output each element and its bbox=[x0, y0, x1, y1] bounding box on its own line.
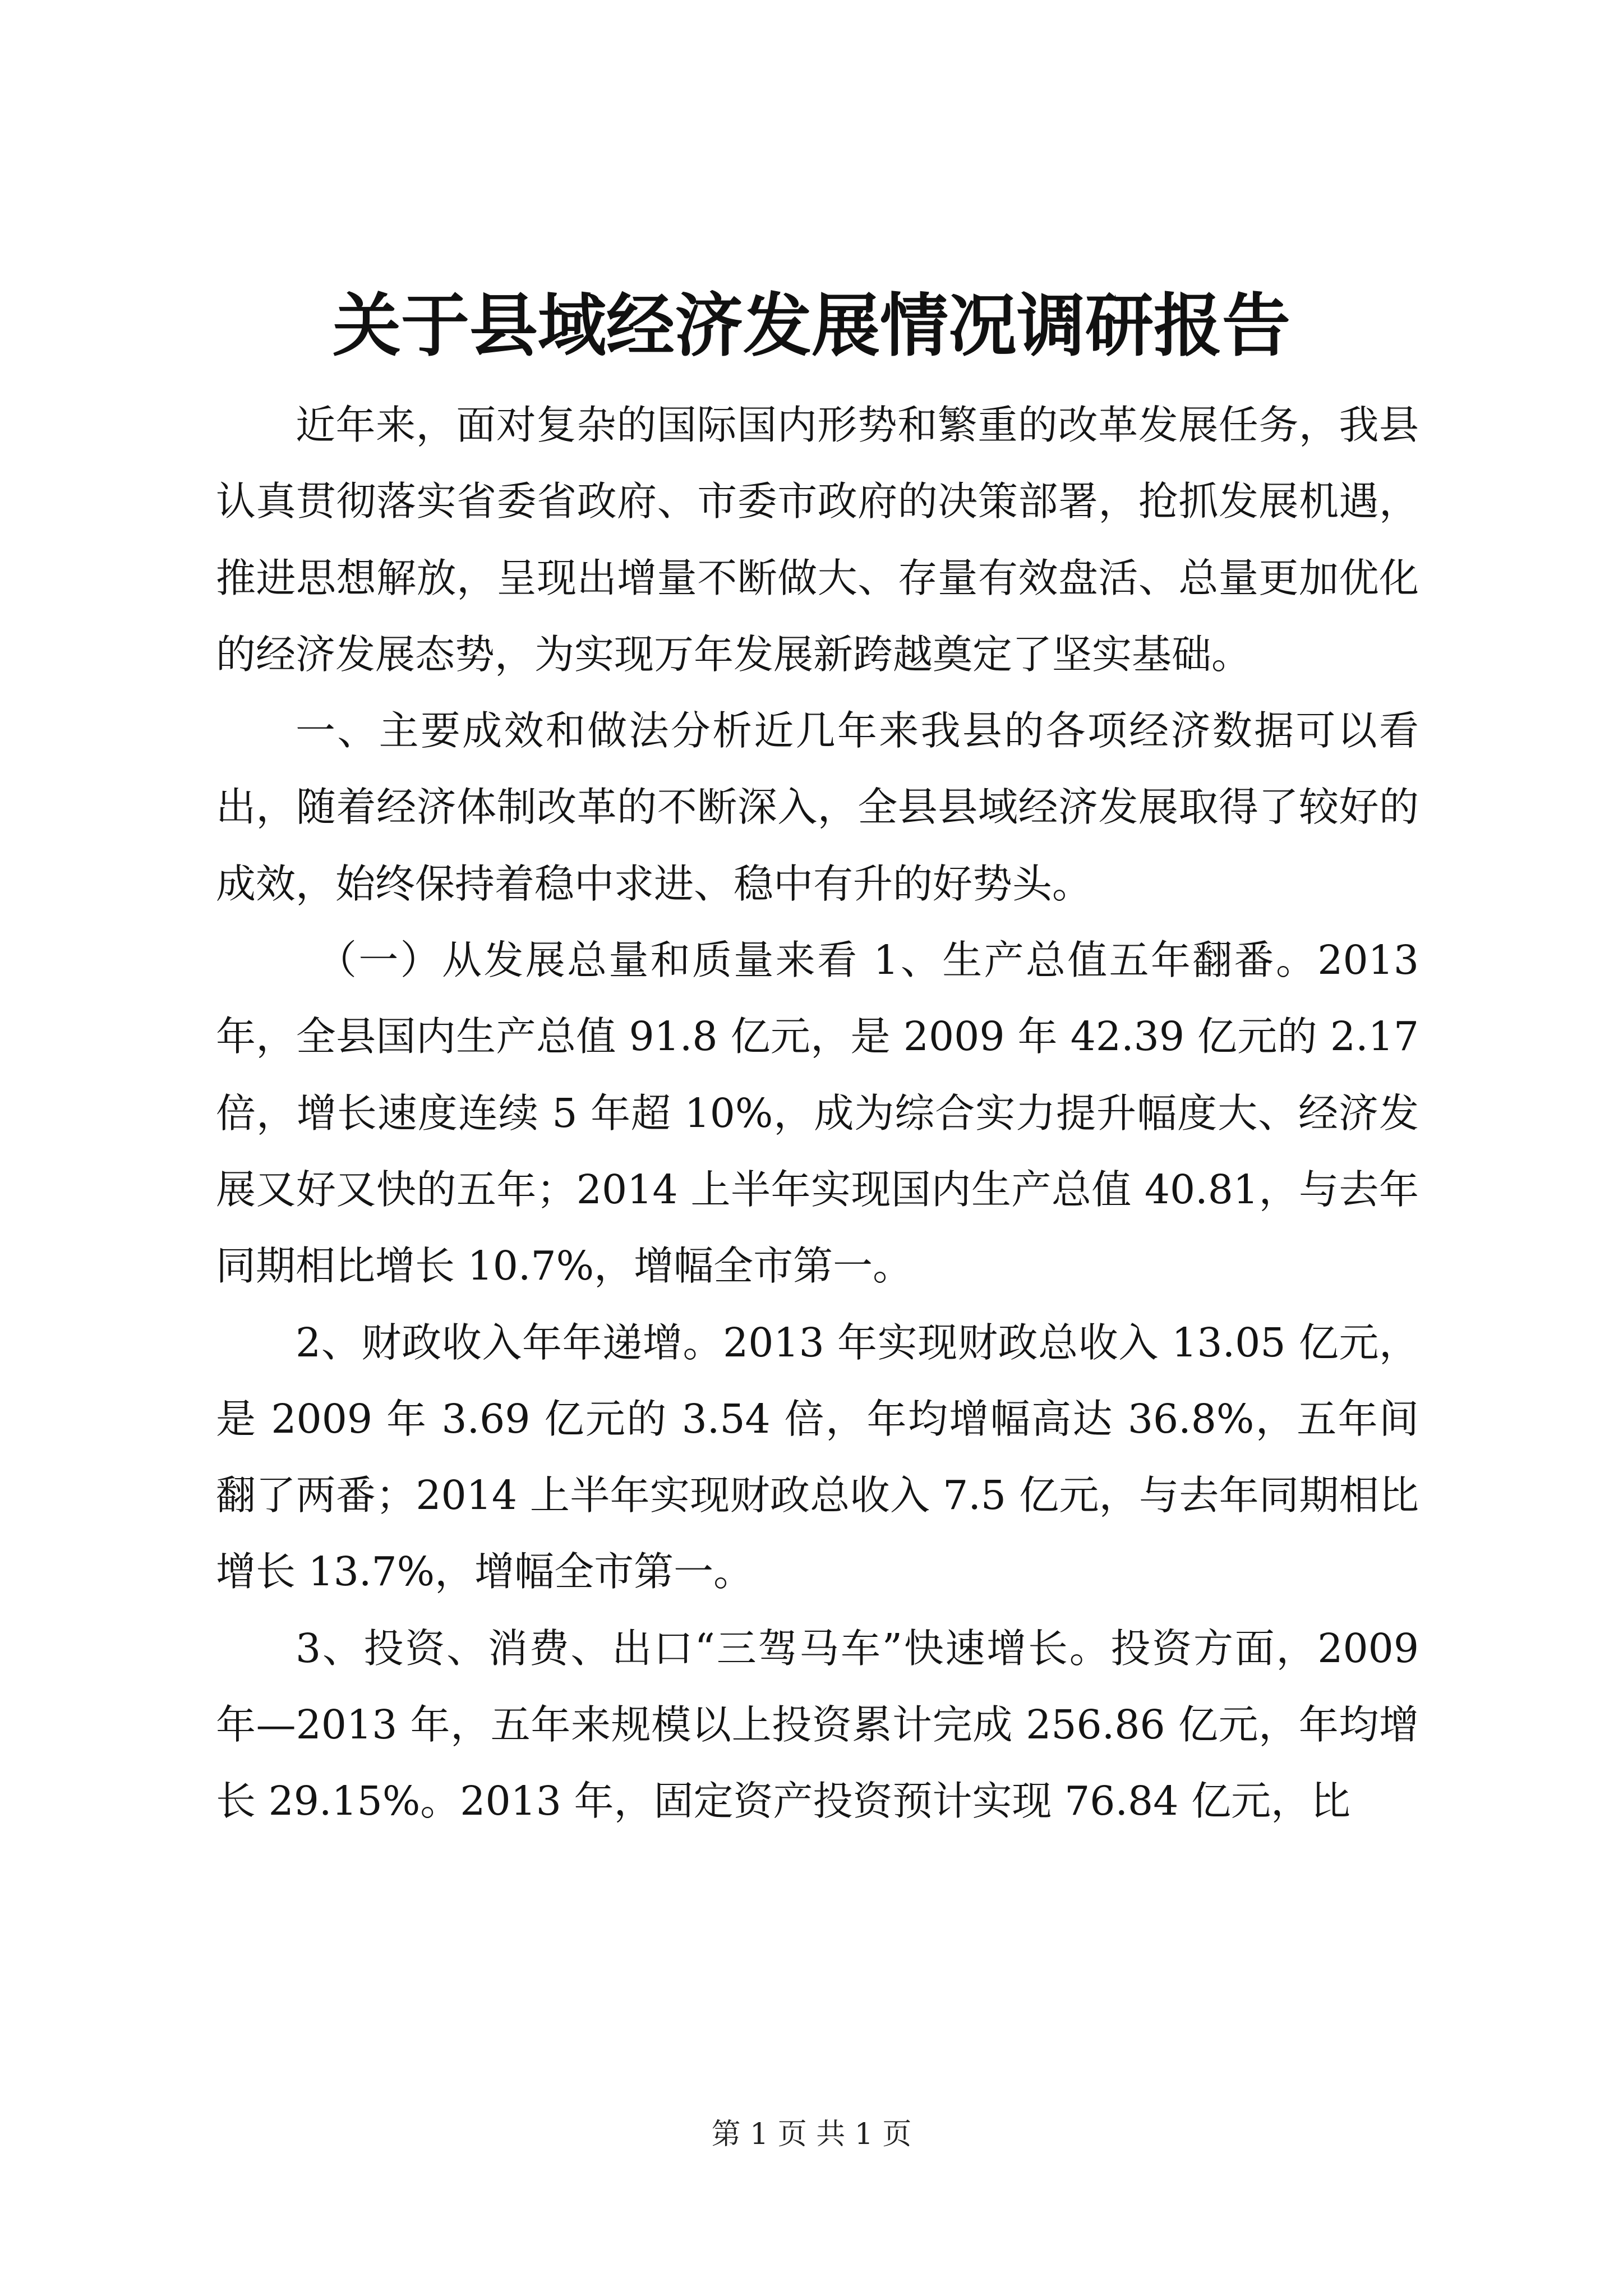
paragraph-investment: 3、投资、消费、出口“三驾马车”快速增长。投资方面，2009 年—2013 年，五年来规模以上投资累计完成 256.86 亿元，年均增长 29.15%。2013 年，固定资产投资预计实现 76.84 亿元，比 bbox=[216, 1625, 1419, 1825]
paragraph-section-one: 一、主要成效和做法分析近几年来我县的各项经济数据可以看出，随着经济体制改革的不断深入，全县县域经济发展取得了较好的成效，始终保持着稳中求进、稳中有升的好势头。 bbox=[216, 707, 1419, 907]
paragraph-intro: 近年来，面对复杂的国际国内形势和繁重的改革发展任务，我县认真贯彻落实省委省政府、市委市政府的决策部署，抢抓发展机遇，推进思想解放，呈现出增量不断做大、存量有效盘活、总量更加优化的经济发展态势，为实现万年发展新跨越奠定了坚实基础。 bbox=[216, 402, 1419, 678]
document-body bbox=[216, 387, 1419, 1840]
document-title: 关于县域经济发展情况调研报告 bbox=[333, 285, 1290, 366]
paragraph-fiscal-revenue: 2、财政收入年年递增。2013 年实现财政总收入 13.05 亿元，是 2009 年 3.69 亿元的 3.54 倍，年均增幅高达 36.8%，五年间翻了两番；2014 上半年实现财政总收入 7.5 亿元，与去年同期相比增长 13.7%，增幅全市第一。 bbox=[216, 1319, 1419, 1595]
page-footer: 第 1 页 共 1 页 bbox=[711, 2118, 912, 2151]
paragraph-gdp: （一）从发展总量和质量来看 1、生产总值五年翻番。2013 年，全县国内生产总值 91.8 亿元，是 2009 年 42.39 亿元的 2.17 倍，增长速度连续 5 年超 10%，成为综合实力提升幅度大、经济发展又好又快的五年；2014 上半年实现国内生产总值 40.81，与去年同期相比增长 10.7%，增幅全市第一。 bbox=[216, 937, 1419, 1290]
